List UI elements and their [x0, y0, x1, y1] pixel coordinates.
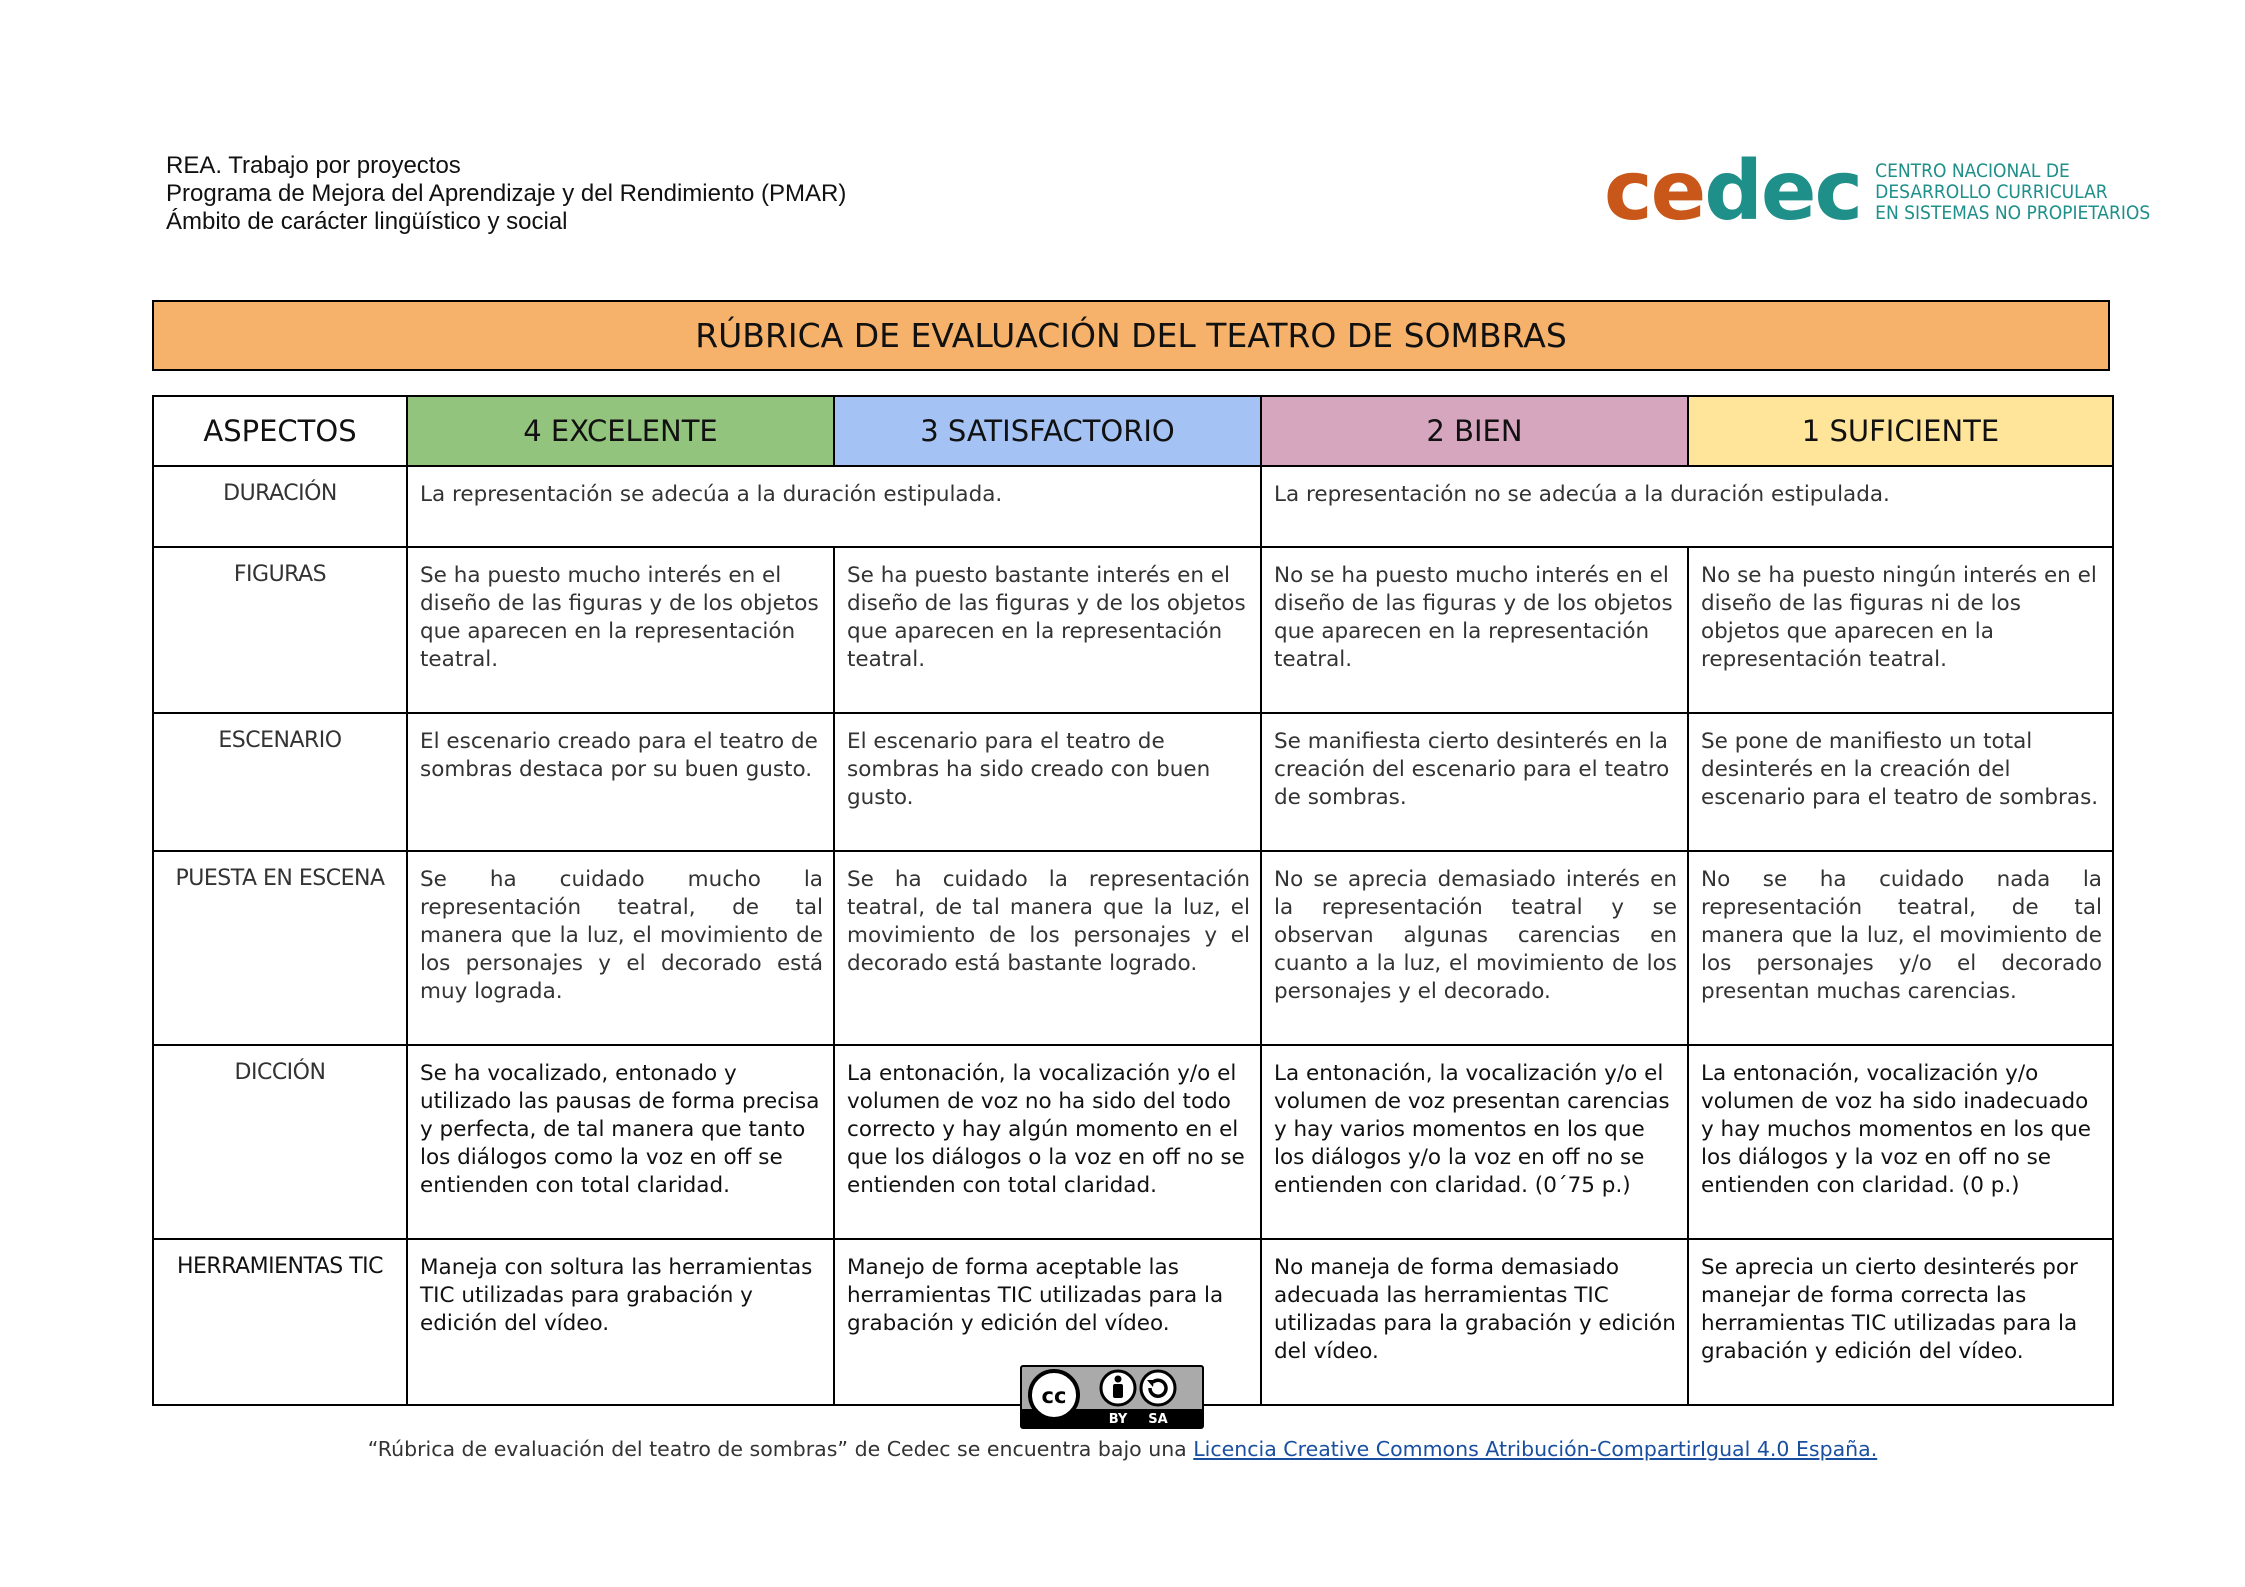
rubric-title: RÚBRICA DE EVALUACIÓN DEL TEATRO DE SOMBRAS: [152, 300, 2110, 371]
aspect-escenario: ESCENARIO: [153, 713, 407, 851]
logo-word-part2: dec: [1704, 144, 1862, 239]
col-header-satisfactorio: 3 SATISFACTORIO: [834, 396, 1261, 466]
by-person-head: [1115, 1376, 1122, 1383]
col-header-bien: 2 BIEN: [1261, 396, 1688, 466]
col-header-excelente: 4 EXCELENTE: [407, 396, 834, 466]
header-line-project: REA. Trabajo por proyectos: [166, 152, 461, 179]
cell-figuras-1: No se ha puesto ningún interés en el diseño de las figuras ni de los objetos que aparecen en la representación teatral.: [1688, 547, 2113, 713]
cell-diccion-4: Se ha vocalizado, entonado y utilizado las pausas de forma precisa y perfecta, de tal manera que tanto los diálogos como la voz en off se entienden con total claridad.: [407, 1045, 834, 1239]
aspect-herramientas-tic: HERRAMIENTAS TIC: [153, 1239, 407, 1405]
cell-puesta-4: Se ha cuidado mucho la representación teatral, de tal manera que la luz, el movimiento de los personajes y el decorado está muy lograda.: [407, 851, 834, 1045]
footer-middle: de Cedec se encuentra bajo una: [848, 1437, 1194, 1461]
cell-duracion-low: La representación no se adecúa a la duración estipulada.: [1261, 466, 2113, 547]
cell-puesta-2: No se aprecia demasiado interés en la representación teatral y se observan algunas carencias en cuanto a la luz, el movimiento de los personajes y el decorado.: [1261, 851, 1688, 1045]
cell-duracion-high: La representación se adecúa a la duración estipulada.: [407, 466, 1261, 547]
cell-figuras-4: Se ha puesto mucho interés en el diseño de las figuras y de los objetos que aparecen en la representación teatral.: [407, 547, 834, 713]
rubric-table: [152, 395, 2114, 1406]
cell-escenario-4: El escenario creado para el teatro de sombras destaca por su buen gusto.: [407, 713, 834, 851]
cc-by-sa-badge[interactable]: [1020, 1365, 1204, 1429]
cell-tic-3: Manejo de forma aceptable las herramientas TIC utilizadas para la grabación y edición del vídeo.: [834, 1239, 1261, 1405]
aspect-figuras: FIGURAS: [153, 547, 407, 713]
cedec-logo: [1604, 144, 2151, 239]
cell-tic-4: Maneja con soltura las herramientas TIC utilizadas para grabación y edición del vídeo.: [407, 1239, 834, 1405]
logo-text-line2: DESARROLLO CURRICULAR: [1875, 180, 2108, 203]
badge-sa-label: SA: [1148, 1412, 1168, 1427]
license-link[interactable]: Licencia Creative Commons Atribución-CompartirIgual 4.0 España.: [1193, 1437, 1878, 1461]
cell-figuras-3: Se ha puesto bastante interés en el diseño de las figuras y de los objetos que aparecen en la representación teatral.: [834, 547, 1261, 713]
cell-escenario-3: El escenario para el teatro de sombras ha sido creado con buen gusto.: [834, 713, 1261, 851]
cell-puesta-1: No se ha cuidado nada la representación teatral, de tal manera que la luz, el movimiento de los personajes y/o el decorado presentan muchas carencias.: [1688, 851, 2113, 1045]
aspect-duracion: DURACIÓN: [153, 466, 407, 547]
table-row: [153, 466, 2113, 547]
table-row: [153, 547, 2113, 713]
table-row: [153, 851, 2113, 1045]
logo-text-line3: EN SISTEMAS NO PROPIETARIOS: [1875, 201, 2151, 224]
footer-quote: “Rúbrica de evaluación del teatro de sombras”: [367, 1437, 849, 1461]
table-row: [153, 1045, 2113, 1239]
cell-diccion-1: La entonación, vocalización y/o volumen de voz ha sido inadecuado y hay muchos momentos en los que los diálogos y la voz en off no se entienden con claridad. (0 p.): [1688, 1045, 2113, 1239]
aspect-diccion: DICCIÓN: [153, 1045, 407, 1239]
cell-diccion-2: La entonación, la vocalización y/o el volumen de voz presentan carencias y hay varios momentos en los que los diálogos y/o la voz en off no se entienden con claridad. (0´75 p.): [1261, 1045, 1688, 1239]
table-header-row: [153, 396, 2113, 466]
cell-escenario-1: Se pone de manifiesto un total desinterés en la creación del escenario para el teatro de sombras.: [1688, 713, 2113, 851]
cell-escenario-2: Se manifiesta cierto desinterés en la creación del escenario para el teatro de sombras.: [1261, 713, 1688, 851]
logo-word-part1: ce: [1604, 144, 1705, 239]
cc-badge-graphic: [1022, 1367, 1202, 1427]
sa-share-icon: [1141, 1371, 1175, 1405]
cc-icon-text: cc: [1041, 1384, 1067, 1408]
logo-text-line1: CENTRO NACIONAL DE: [1875, 159, 2070, 182]
cell-tic-1: Se aprecia un cierto desinterés por manejar de forma correcta las herramientas TIC utilizadas para la grabación y edición del vídeo.: [1688, 1239, 2113, 1405]
cedec-logo-text: [1875, 161, 2150, 224]
cell-diccion-3: La entonación, la vocalización y/o el volumen de voz no ha sido del todo correcto y hay algún momento en el que los diálogos o la voz en off no se entienden con total claridad.: [834, 1045, 1261, 1239]
col-header-suficiente: 1 SUFICIENTE: [1688, 396, 2113, 466]
col-header-aspects: ASPECTOS: [153, 396, 407, 466]
table-row: [153, 713, 2113, 851]
cell-tic-2: No maneja de forma demasiado adecuada las herramientas TIC utilizadas para la grabación y edición del vídeo.: [1261, 1239, 1688, 1405]
cell-puesta-3: Se ha cuidado la representación teatral, de tal manera que la luz, el movimiento de los personajes y el decorado está bastante logrado.: [834, 851, 1261, 1045]
by-person-body: [1113, 1384, 1123, 1398]
license-footer: [0, 1437, 2245, 1461]
aspect-puesta-en-escena: PUESTA EN ESCENA: [153, 851, 407, 1045]
header-line-scope: Ámbito de carácter lingüístico y social: [166, 208, 568, 235]
cell-figuras-2: No se ha puesto mucho interés en el diseño de las figuras y de los objetos que aparecen en la representación teatral.: [1261, 547, 1688, 713]
header-line-program: Programa de Mejora del Aprendizaje y del Rendimiento (PMAR): [166, 180, 847, 207]
badge-by-label: BY: [1108, 1412, 1128, 1427]
document-header: [166, 152, 846, 236]
cedec-logo-wordmark: [1604, 144, 1862, 239]
